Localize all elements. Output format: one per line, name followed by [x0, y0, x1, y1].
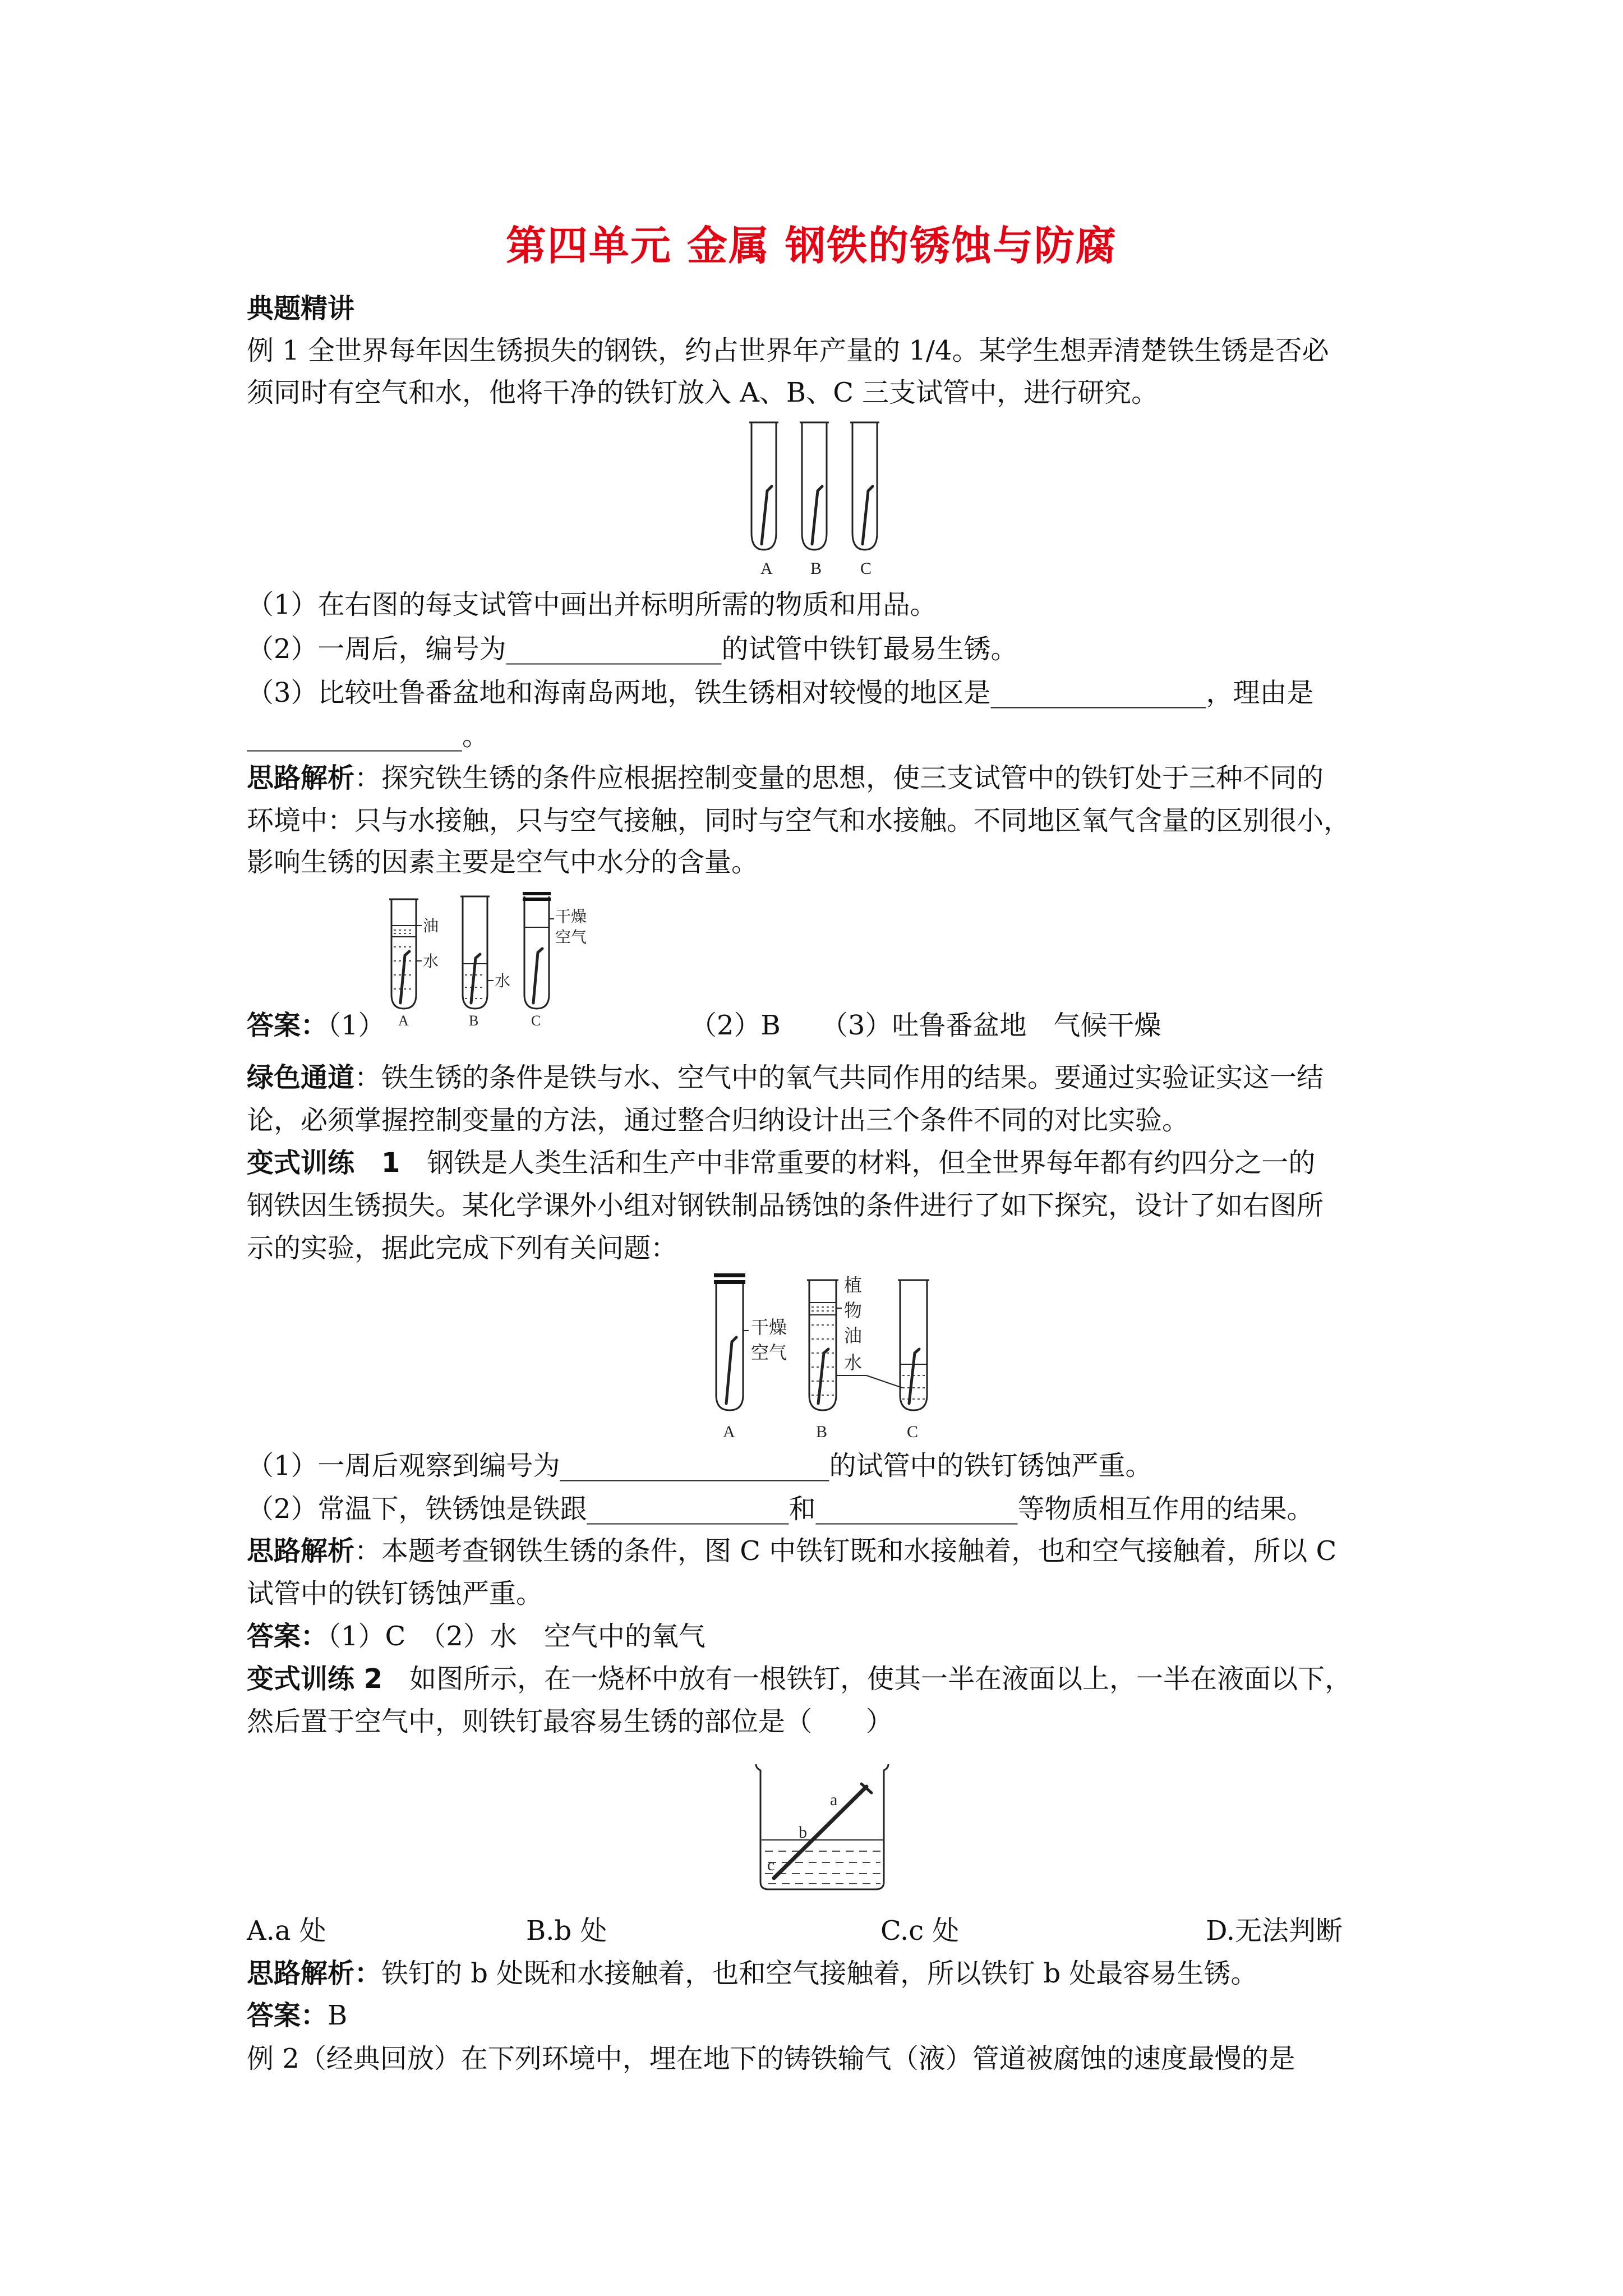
example1-question3-cont: ________________。	[247, 720, 490, 752]
example1-question2: （2）一周后，编号为________________的试管中铁钉最易生锈。	[247, 633, 1018, 665]
option-d[interactable]: D.无法判断	[1206, 1915, 1343, 1947]
stopper-a	[714, 1273, 745, 1277]
point-a-label: a	[830, 1791, 838, 1809]
variant2-answer-text: B	[328, 2000, 348, 2031]
iron-nail-b	[812, 486, 822, 544]
point-c-label: c	[767, 1856, 775, 1874]
figure-variant1-test-tubes	[704, 1269, 939, 1443]
v1-tube-label-c: C	[907, 1423, 919, 1441]
variant1-analysis-line1	[247, 1531, 1391, 1571]
answer-tube-b	[463, 896, 487, 1009]
variant1-question2: （2）常温下，铁锈蚀是铁跟_______________和_______________等物质相互作用的结果。	[247, 1493, 1314, 1525]
tube-label-b: B	[810, 559, 822, 578]
label-oil: 油	[423, 918, 439, 935]
label-dry: 干燥	[555, 908, 587, 926]
variant1-tube-c	[900, 1280, 927, 1410]
tube-label-c: C	[860, 559, 872, 578]
variant1-answer-text: （1）C （2）水 空气中的氧气	[328, 1621, 706, 1652]
green-channel-text: ：铁生锈的条件是铁与水、空气中的氧气共同作用的结果。要通过实验证实这一结	[354, 1062, 1324, 1093]
iron-nail-c	[863, 486, 873, 544]
variant2-line1	[247, 1659, 1391, 1699]
v1-label-oil: 油	[844, 1326, 863, 1346]
green-channel-label: 绿色通道	[247, 1062, 355, 1093]
answer-part1: （1）	[328, 1010, 385, 1041]
variant1-tube-a	[716, 1284, 743, 1410]
answer-tube-label-b: B	[469, 1013, 479, 1029]
beaker	[756, 1764, 888, 1889]
variant1-analysis-text: ：本题考查钢铁生锈的条件，图 C 中铁钉既和水接触着，也和空气接触着，所以 C	[354, 1535, 1337, 1567]
example1-line2: 须同时有空气和水，他将干净的铁钉放入 A、B、C 三支试管中，进行研究。	[247, 377, 1159, 408]
v1-label-plant: 植	[844, 1275, 863, 1295]
v1-tube-label-a: A	[723, 1423, 735, 1441]
tube-label-a: A	[760, 559, 773, 578]
variant1-question1: （1）一周后观察到编号为____________________的试管中的铁钉锈蚀严重。	[247, 1450, 1152, 1481]
figure-three-test-tubes	[740, 418, 909, 578]
example2-line1: 例 2（经典回放）在下列环境中，埋在地下的铸铁输气（液）管道被腐蚀的速度最慢的是	[247, 2043, 1295, 2074]
v1-label-thing: 物	[844, 1300, 863, 1320]
green-channel-line2: 论，必须掌握控制变量的方法，通过整合归纳设计出三个条件不同的对比实验。	[247, 1105, 1189, 1136]
v1-label-dry: 干燥	[751, 1317, 787, 1337]
v1-label-air: 空气	[751, 1342, 787, 1363]
label-air: 空气	[555, 929, 587, 946]
label-water-a: 水	[423, 953, 439, 970]
iron-nail-a	[762, 486, 772, 544]
iron-nail	[774, 1787, 866, 1878]
variant2-analysis	[247, 1954, 1391, 1993]
example1-question3: （3）比较吐鲁番盆地和海南岛两地，铁生锈相对较慢的地区是________________，理由是	[247, 677, 1314, 708]
point-b-label: b	[799, 1823, 807, 1842]
example1-analysis-line1	[247, 758, 1391, 798]
variant2-text: 如图所示，在一烧杯中放有一根铁钉，使其一半在液面以上，一半在液面以下，	[382, 1663, 1352, 1695]
example1-question1: （1）在右图的每支试管中画出并标明所需的物质和用品。	[247, 589, 937, 620]
example1-analysis-line3: 影响生锈的因素主要是空气中水分的含量。	[247, 846, 759, 878]
variant1-tube-b	[809, 1280, 836, 1410]
variant1-answer	[247, 1617, 1391, 1656]
example1-analysis-line2: 环境中：只与水接触，只与空气接触，同时与空气和水接触。不同地区氧气含量的区别很小，	[247, 805, 1351, 836]
section-heading: 典题精讲	[247, 293, 355, 324]
variant1-analysis-label: 思路解析	[247, 1535, 355, 1567]
variant1-line3: 示的实验，据此完成下列有关问题：	[247, 1232, 678, 1264]
stopper-c	[523, 892, 551, 895]
variant2-analysis-label: 思路解析：	[247, 1958, 382, 1989]
option-c[interactable]: C.c 处	[880, 1915, 960, 1947]
v1-label-water: 水	[844, 1352, 863, 1373]
option-b[interactable]: B.b 处	[526, 1915, 607, 1947]
variant2-answer-label: 答案：	[247, 2000, 328, 2031]
green-channel-line1	[247, 1058, 1391, 1097]
answer-tube-a	[391, 899, 416, 1009]
answer-label: 答案：	[247, 1010, 328, 1041]
variant1-answer-label: 答案：	[247, 1621, 328, 1652]
example1-line1: 例 1 全世界每年因生锈损失的钢铁，约占世界年产量的 1/4。某学生想弄清楚铁生锈是否必	[247, 335, 1329, 366]
figure-beaker-nail	[751, 1761, 897, 1896]
label-water-b: 水	[495, 973, 511, 990]
example1-answer-rest: （2）B （3）吐鲁番盆地 气候干燥	[690, 1010, 1161, 1041]
option-a[interactable]: A.a 处	[247, 1915, 326, 1947]
variant1-line1	[247, 1143, 1391, 1182]
analysis-label: 思路解析	[247, 762, 355, 794]
variant2-analysis-text: 铁钉的 b 处既和水接触着，也和空气接触着，所以铁钉 b 处最容易生锈。	[381, 1958, 1258, 1989]
v1-tube-label-b: B	[816, 1423, 828, 1441]
page-title: 第四单元 金属 钢铁的锈蚀与防腐	[505, 222, 1118, 269]
variant1-analysis-line2: 试管中的铁钉锈蚀严重。	[247, 1578, 543, 1609]
variant2-label: 变式训练 2	[247, 1663, 383, 1695]
answer-tube-label-a: A	[398, 1013, 409, 1029]
variant1-text: 钢铁是人类生活和生产中非常重要的材料，但全世界每年都有约四分之一的	[400, 1147, 1316, 1179]
variant2-line2: 然后置于空气中，则铁钉最容易生锈的部位是（ ）	[247, 1706, 893, 1737]
variant1-line2: 钢铁因生锈损失。某化学课外小组对钢铁制品锈蚀的条件进行了如下探究，设计了如右图所	[247, 1190, 1324, 1221]
answer-tube-label-c: C	[531, 1013, 541, 1029]
variant2-answer	[247, 1996, 1391, 2035]
variant1-label: 变式训练 1	[247, 1147, 400, 1179]
analysis-text: ：探究铁生锈的条件应根据控制变量的思想，使三支试管中的铁钉处于三种不同的	[354, 762, 1324, 794]
